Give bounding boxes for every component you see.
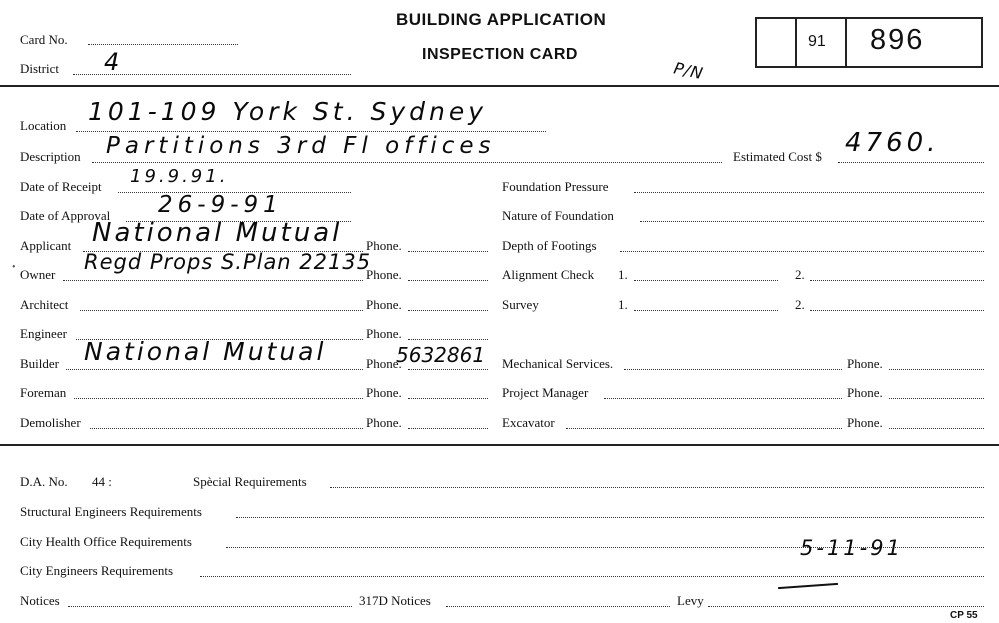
mechanical-label: Mechanical Services.	[502, 356, 614, 371]
description-value: Partitions 3rd Fl offices	[106, 133, 496, 159]
owner-phone-line	[408, 280, 488, 281]
date-receipt-label: Date of Receipt	[20, 179, 102, 194]
builder-phone-line	[408, 369, 488, 370]
box-divider-2	[845, 19, 847, 66]
city-engineers-line	[200, 576, 984, 577]
survey-1-label: 1.	[618, 297, 628, 312]
builder-phone-label: Phone.	[366, 356, 402, 371]
special-requirements-line	[330, 487, 984, 488]
depth-footings-line	[620, 251, 984, 252]
stray-dot: •	[12, 262, 16, 273]
builder-line	[66, 369, 363, 370]
builder-label: Builder	[20, 356, 59, 371]
alignment-check-label: Alignment Check	[502, 267, 595, 282]
date-approval-value: 26-9-91	[158, 192, 283, 218]
form-code: CP 55	[950, 610, 978, 621]
mechanical-line	[624, 369, 842, 370]
architect-line	[80, 310, 363, 311]
excavator-label: Excavator	[502, 415, 555, 430]
depth-footings-label: Depth of Footings	[502, 238, 597, 253]
applicant-phone-line	[408, 251, 488, 252]
district-label: District	[20, 61, 59, 76]
engineer-phone-label: Phone.	[366, 326, 402, 341]
project-manager-label: Project Manager	[502, 385, 589, 400]
owner-value: Regd Props S.Plan 22135	[84, 250, 372, 274]
health-label: City Health Office Requirements	[20, 534, 192, 549]
applicant-phone-label: Phone.	[366, 238, 402, 253]
owner-label: Owner	[20, 267, 56, 282]
survey-2-label: 2.	[795, 297, 805, 312]
excavator-line	[566, 428, 842, 429]
middle-rule	[0, 444, 999, 446]
foundation-pressure-label: Foundation Pressure	[502, 179, 609, 194]
card-no-label: Card No.	[20, 32, 68, 47]
description-label: Description	[20, 149, 81, 164]
owner-phone-label: Phone.	[366, 267, 402, 282]
location-value: 101-109 York St. Sydney	[88, 97, 488, 126]
title-line-2: INSPECTION CARD	[422, 46, 578, 63]
nature-foundation-label: Nature of Foundation	[502, 208, 614, 223]
project-manager-phone-label: Phone.	[847, 385, 883, 400]
card-no-line	[88, 44, 238, 45]
survey-2-line	[810, 310, 984, 311]
demolisher-label: Demolisher	[20, 415, 81, 430]
title-line-1: BUILDING APPLICATION	[396, 10, 607, 29]
alignment-1-label: 1.	[618, 267, 628, 282]
architect-phone-label: Phone.	[366, 297, 402, 312]
special-requirements-label: Spècial Requirements	[193, 474, 307, 489]
architect-phone-line	[408, 310, 488, 311]
foreman-phone-line	[408, 398, 488, 399]
da-value: 44 :	[92, 474, 112, 489]
levy-line	[708, 606, 984, 607]
alignment-1-line	[634, 280, 778, 281]
applicant-value: National Mutual	[92, 218, 343, 248]
alignment-2-line	[810, 280, 984, 281]
box-small-number: 91	[808, 33, 826, 50]
card-number-box	[755, 17, 983, 68]
foreman-label: Foreman	[20, 385, 67, 400]
mechanical-phone-line	[889, 369, 984, 370]
excavator-phone-line	[889, 428, 984, 429]
da-label: D.A. No.	[20, 474, 68, 489]
notices-label: Notices	[20, 593, 60, 608]
project-manager-line	[604, 398, 842, 399]
mechanical-phone-label: Phone.	[847, 356, 883, 371]
survey-1-line	[634, 310, 778, 311]
excavator-phone-label: Phone.	[847, 415, 883, 430]
health-date-value: 5-11-91	[800, 536, 903, 560]
demolisher-line	[90, 428, 363, 429]
alignment-2-label: 2.	[795, 267, 805, 282]
engineer-phone-line	[408, 339, 488, 340]
engineer-label: Engineer	[20, 326, 67, 341]
district-value: 4	[104, 48, 121, 76]
317d-notices-line	[446, 606, 670, 607]
box-divider-1	[795, 19, 797, 66]
description-line	[92, 162, 722, 163]
levy-label: Levy	[677, 593, 704, 608]
structural-label: Structural Engineers Requirements	[20, 504, 202, 519]
foreman-line	[74, 398, 363, 399]
pn-mark: P/N	[672, 58, 706, 84]
levy-pen-stroke	[778, 583, 838, 589]
date-receipt-value: 19.9.91.	[130, 166, 229, 187]
city-engineers-label: City Engineers Requirements	[20, 563, 174, 578]
nature-foundation-line	[640, 221, 984, 222]
structural-line	[236, 517, 984, 518]
demolisher-phone-line	[408, 428, 488, 429]
317d-notices-label: 317D Notices	[359, 593, 431, 608]
location-line	[76, 131, 546, 132]
applicant-label: Applicant	[20, 238, 72, 253]
architect-label: Architect	[20, 297, 69, 312]
location-label: Location	[20, 118, 67, 133]
date-approval-label: Date of Approval	[20, 208, 111, 223]
survey-label: Survey	[502, 297, 539, 312]
notices-line	[68, 606, 352, 607]
box-number: 896	[870, 24, 925, 56]
builder-value: National Mutual	[84, 337, 327, 366]
top-rule	[0, 85, 999, 87]
foreman-phone-label: Phone.	[366, 385, 402, 400]
demolisher-phone-label: Phone.	[366, 415, 402, 430]
project-manager-phone-line	[889, 398, 984, 399]
builder-phone-value: 5632861	[396, 343, 486, 367]
estimated-cost-value: 4760.	[845, 128, 940, 158]
estimated-cost-label: Estimated Cost $	[733, 149, 822, 164]
estimated-cost-line	[838, 162, 984, 163]
owner-line	[63, 280, 363, 281]
foundation-pressure-line	[634, 192, 984, 193]
